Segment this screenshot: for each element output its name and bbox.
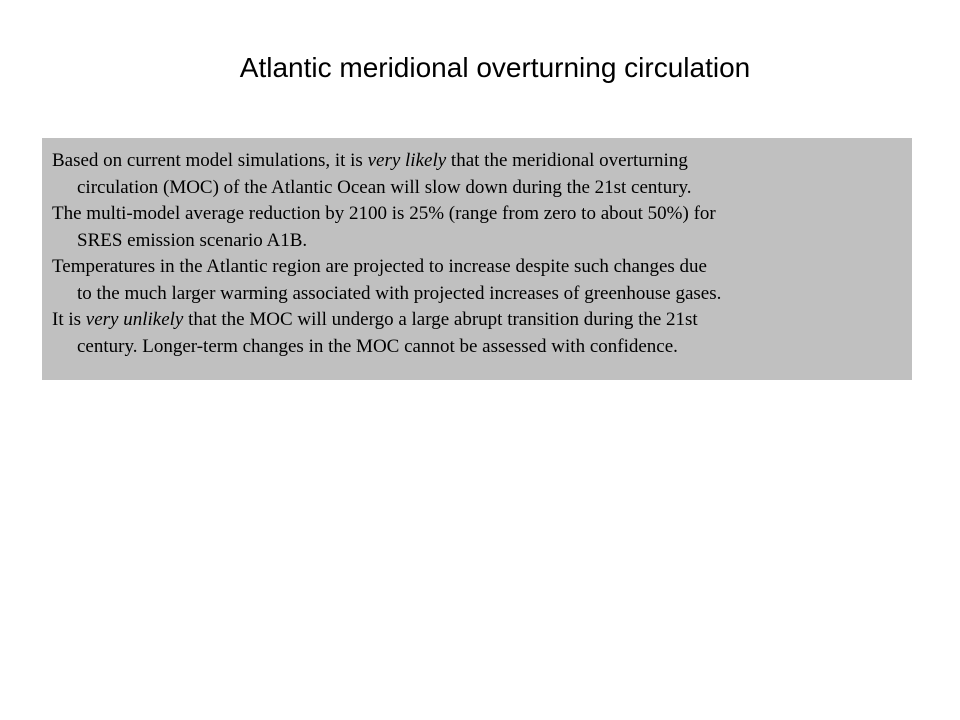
emphasis-very-unlikely: very unlikely (85, 309, 184, 330)
text-box (42, 138, 912, 380)
paragraph-4 (52, 307, 912, 360)
paragraph-3-line-1: Temperatures in the Atlantic region are projected to increase despite such changes due (52, 256, 707, 277)
paragraph-1-text-pre: Based on current model simulations, it is (52, 150, 368, 171)
paragraph-1 (52, 148, 912, 201)
slide-title: Atlantic meridional overturning circulation (239, 52, 751, 83)
paragraph-4-line-2: century. Longer-term changes in the MOC cannot be assessed with confidence. (77, 335, 678, 357)
paragraph-1-line-1 (52, 148, 912, 175)
paragraph-4-text-post: that the MOC will undergo a large abrupt transition during the 21st (183, 309, 698, 330)
paragraph-1-line-2: circulation (MOC) of the Atlantic Ocean will slow down during the 21st century. (77, 176, 692, 198)
paragraph-3-line-2: to the much larger warming associated with projected increases of greenhouse gases. (77, 282, 722, 304)
paragraph-2-line-1: The multi-model average reduction by 2100 is 25% (range from zero to about 50%) for (52, 203, 716, 224)
paragraph-2-line-2: SRES emission scenario A1B. (77, 229, 308, 251)
paragraph-4-text-pre: It is (52, 309, 86, 330)
paragraph-4-line-1 (52, 307, 912, 334)
paragraph-2 (52, 201, 912, 254)
paragraph-3 (52, 254, 912, 307)
emphasis-very-likely: very likely (367, 150, 447, 171)
paragraph-1-text-post: that the meridional overturning (446, 150, 688, 171)
